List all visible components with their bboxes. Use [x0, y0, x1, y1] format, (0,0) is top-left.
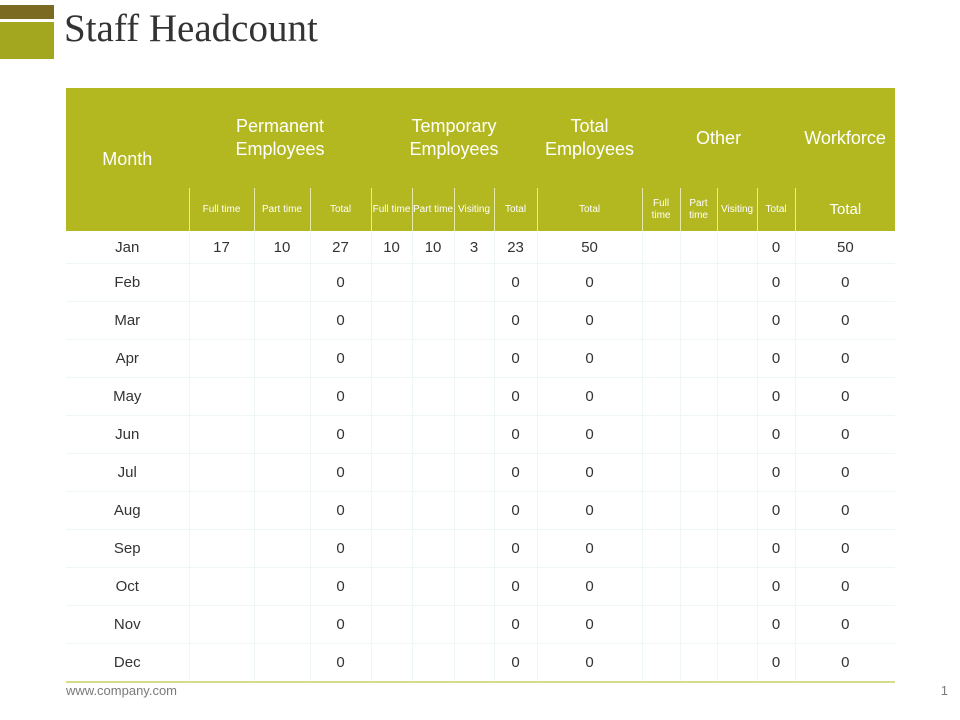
subheader: Part time [254, 188, 310, 231]
table-cell [717, 606, 757, 644]
table-cell [412, 530, 454, 568]
table-cell [254, 416, 310, 454]
table-cell [189, 644, 254, 683]
table-cell [371, 264, 412, 302]
total-employees-header: Total Employees [537, 88, 642, 188]
month-cell: Feb [66, 264, 189, 302]
headcount-table [66, 88, 895, 683]
table-cell [717, 492, 757, 530]
table-cell: 0 [537, 454, 642, 492]
table-cell [254, 644, 310, 683]
table-row [66, 454, 895, 492]
table-cell [189, 302, 254, 340]
temporary-employees-header: Temporary Employees [371, 88, 537, 188]
table-cell [454, 568, 494, 606]
page-number: 1 [940, 683, 948, 698]
table-cell: 0 [310, 264, 371, 302]
table-cell: 0 [537, 492, 642, 530]
table-cell [189, 492, 254, 530]
table-cell [642, 454, 680, 492]
subheader: Full time [642, 188, 680, 231]
table-cell [680, 264, 717, 302]
table-cell: 0 [494, 492, 537, 530]
table-cell: 0 [795, 340, 895, 378]
table-cell [680, 606, 717, 644]
table-cell: 0 [537, 568, 642, 606]
table-row [66, 340, 895, 378]
table-cell: 50 [795, 231, 895, 264]
table-cell [454, 492, 494, 530]
table-cell [254, 454, 310, 492]
table-cell [371, 340, 412, 378]
table-cell: 0 [310, 492, 371, 530]
month-cell: Sep [66, 530, 189, 568]
table-cell: 0 [310, 644, 371, 683]
table-cell [680, 530, 717, 568]
table-cell: 23 [494, 231, 537, 264]
table-cell [680, 231, 717, 264]
table-cell [642, 340, 680, 378]
table-cell: 0 [494, 416, 537, 454]
month-cell: Mar [66, 302, 189, 340]
month-cell: May [66, 378, 189, 416]
table-cell [412, 416, 454, 454]
table-cell [642, 606, 680, 644]
table-cell [454, 340, 494, 378]
month-cell: Jun [66, 416, 189, 454]
table-cell [717, 264, 757, 302]
table-cell [454, 530, 494, 568]
table-cell [642, 302, 680, 340]
table-cell [680, 340, 717, 378]
table-body [66, 231, 895, 682]
table-cell: 0 [310, 416, 371, 454]
table-cell: 0 [494, 264, 537, 302]
table-cell: 0 [795, 530, 895, 568]
table-row [66, 231, 895, 264]
table-cell: 0 [757, 416, 795, 454]
table-cell [680, 644, 717, 683]
table-cell: 0 [310, 378, 371, 416]
table-cell [371, 568, 412, 606]
table-cell: 0 [757, 454, 795, 492]
table-cell [454, 416, 494, 454]
subheader: Total [537, 188, 642, 231]
table-cell [454, 454, 494, 492]
table-cell: 0 [494, 606, 537, 644]
table-cell [454, 606, 494, 644]
table-cell [642, 231, 680, 264]
table-cell [189, 530, 254, 568]
subheader: Full time [371, 188, 412, 231]
month-cell: Nov [66, 606, 189, 644]
accent-bar-light [0, 22, 54, 59]
subheader: Visiting [717, 188, 757, 231]
accent-bar-dark [0, 5, 54, 19]
table-cell [717, 568, 757, 606]
table-cell: 0 [494, 530, 537, 568]
table-row [66, 378, 895, 416]
table-cell: 0 [757, 231, 795, 264]
month-cell: Jul [66, 454, 189, 492]
subheader: Part time [680, 188, 717, 231]
table-row [66, 644, 895, 683]
footer-url: www.company.com [66, 683, 178, 698]
table-cell [412, 264, 454, 302]
table-cell [254, 340, 310, 378]
table-cell: 0 [795, 568, 895, 606]
table-cell: 0 [537, 416, 642, 454]
table-cell [642, 264, 680, 302]
table-cell: 3 [454, 231, 494, 264]
table-cell: 0 [310, 340, 371, 378]
table-cell [412, 492, 454, 530]
table-cell: 0 [537, 340, 642, 378]
table-cell: 0 [537, 264, 642, 302]
table-cell: 0 [537, 302, 642, 340]
table-cell [680, 454, 717, 492]
month-cell: Oct [66, 568, 189, 606]
table-cell [412, 568, 454, 606]
table-cell: 0 [795, 454, 895, 492]
table-cell [642, 378, 680, 416]
table-cell: 0 [757, 378, 795, 416]
table-cell [680, 568, 717, 606]
table-cell [412, 378, 454, 416]
table-cell [254, 568, 310, 606]
table-cell [371, 302, 412, 340]
table-cell [189, 340, 254, 378]
table-cell: 0 [757, 492, 795, 530]
table-cell [680, 302, 717, 340]
table-cell [189, 606, 254, 644]
table-cell [371, 454, 412, 492]
table-row [66, 302, 895, 340]
table-cell [371, 416, 412, 454]
table-cell: 0 [310, 530, 371, 568]
month-cell: Aug [66, 492, 189, 530]
table-cell: 0 [494, 378, 537, 416]
table-row [66, 530, 895, 568]
table-cell [254, 264, 310, 302]
table-cell: 0 [795, 492, 895, 530]
table-row [66, 568, 895, 606]
table-cell [189, 378, 254, 416]
table-cell [717, 416, 757, 454]
subheader: Full time [189, 188, 254, 231]
table-cell: 0 [795, 416, 895, 454]
workforce-header: Workforce [795, 88, 895, 188]
table-cell [642, 416, 680, 454]
table-cell [412, 302, 454, 340]
table-cell [454, 644, 494, 683]
month-cell: Dec [66, 644, 189, 683]
table-cell: 17 [189, 231, 254, 264]
table-cell [717, 644, 757, 683]
table-cell [642, 530, 680, 568]
subheader: Part time [412, 188, 454, 231]
table-row [66, 416, 895, 454]
table-cell: 0 [757, 340, 795, 378]
month-header: Month [66, 88, 189, 231]
table-cell: 0 [494, 340, 537, 378]
table-cell [189, 454, 254, 492]
table-cell [717, 231, 757, 264]
table-row [66, 606, 895, 644]
table-cell: 0 [757, 644, 795, 683]
other-header: Other [642, 88, 795, 188]
table-cell: 0 [795, 264, 895, 302]
table-row [66, 264, 895, 302]
subheader: Visiting [454, 188, 494, 231]
table-cell: 0 [795, 644, 895, 683]
table-row [66, 492, 895, 530]
table-cell [371, 606, 412, 644]
table-cell: 0 [494, 302, 537, 340]
table-cell [717, 530, 757, 568]
table-cell [254, 378, 310, 416]
table-cell: 10 [412, 231, 454, 264]
table-cell [254, 302, 310, 340]
table-cell [717, 340, 757, 378]
table-cell [454, 264, 494, 302]
table-cell [189, 568, 254, 606]
table-cell: 0 [494, 568, 537, 606]
subheader: Total [757, 188, 795, 231]
table-cell [717, 454, 757, 492]
subheader: Total [310, 188, 371, 231]
table-cell [371, 530, 412, 568]
table-cell [717, 378, 757, 416]
table-cell [412, 340, 454, 378]
table-cell: 0 [795, 378, 895, 416]
table-cell: 10 [371, 231, 412, 264]
table-cell [412, 454, 454, 492]
table-cell [454, 302, 494, 340]
table-cell: 0 [757, 530, 795, 568]
table-cell [254, 530, 310, 568]
table-cell: 0 [757, 302, 795, 340]
table-cell [371, 492, 412, 530]
table-cell: 0 [537, 644, 642, 683]
table-cell: 0 [757, 606, 795, 644]
header-row-groups [66, 88, 895, 188]
table-cell [680, 378, 717, 416]
table-cell: 0 [795, 606, 895, 644]
table-cell [642, 492, 680, 530]
table-cell [371, 644, 412, 683]
table-cell: 0 [795, 302, 895, 340]
table-cell [717, 302, 757, 340]
table-cell: 0 [757, 264, 795, 302]
table-cell: 0 [310, 568, 371, 606]
table-cell: 0 [494, 644, 537, 683]
month-cell: Apr [66, 340, 189, 378]
table-cell [189, 416, 254, 454]
table-cell [412, 606, 454, 644]
table-cell [642, 568, 680, 606]
table-cell: 0 [757, 568, 795, 606]
table-cell [454, 378, 494, 416]
subheader: Total [795, 188, 895, 231]
table-cell: 0 [310, 606, 371, 644]
table-cell [412, 644, 454, 683]
table-cell [680, 416, 717, 454]
table-cell: 27 [310, 231, 371, 264]
table-cell [189, 264, 254, 302]
permanent-employees-header: Permanent Employees [189, 88, 371, 188]
table-cell [680, 492, 717, 530]
table-cell [371, 378, 412, 416]
table-cell: 50 [537, 231, 642, 264]
table-cell [642, 644, 680, 683]
table-cell: 0 [494, 454, 537, 492]
table-cell: 0 [537, 606, 642, 644]
table-cell: 0 [537, 378, 642, 416]
table-cell [254, 492, 310, 530]
table-cell: 0 [537, 530, 642, 568]
page-title: Staff Headcount [64, 7, 318, 50]
subheader: Total [494, 188, 537, 231]
table-cell: 0 [310, 302, 371, 340]
table-cell [254, 606, 310, 644]
header-row-subcolumns [66, 188, 895, 231]
table-cell: 0 [310, 454, 371, 492]
month-cell: Jan [66, 231, 189, 264]
table-cell: 10 [254, 231, 310, 264]
